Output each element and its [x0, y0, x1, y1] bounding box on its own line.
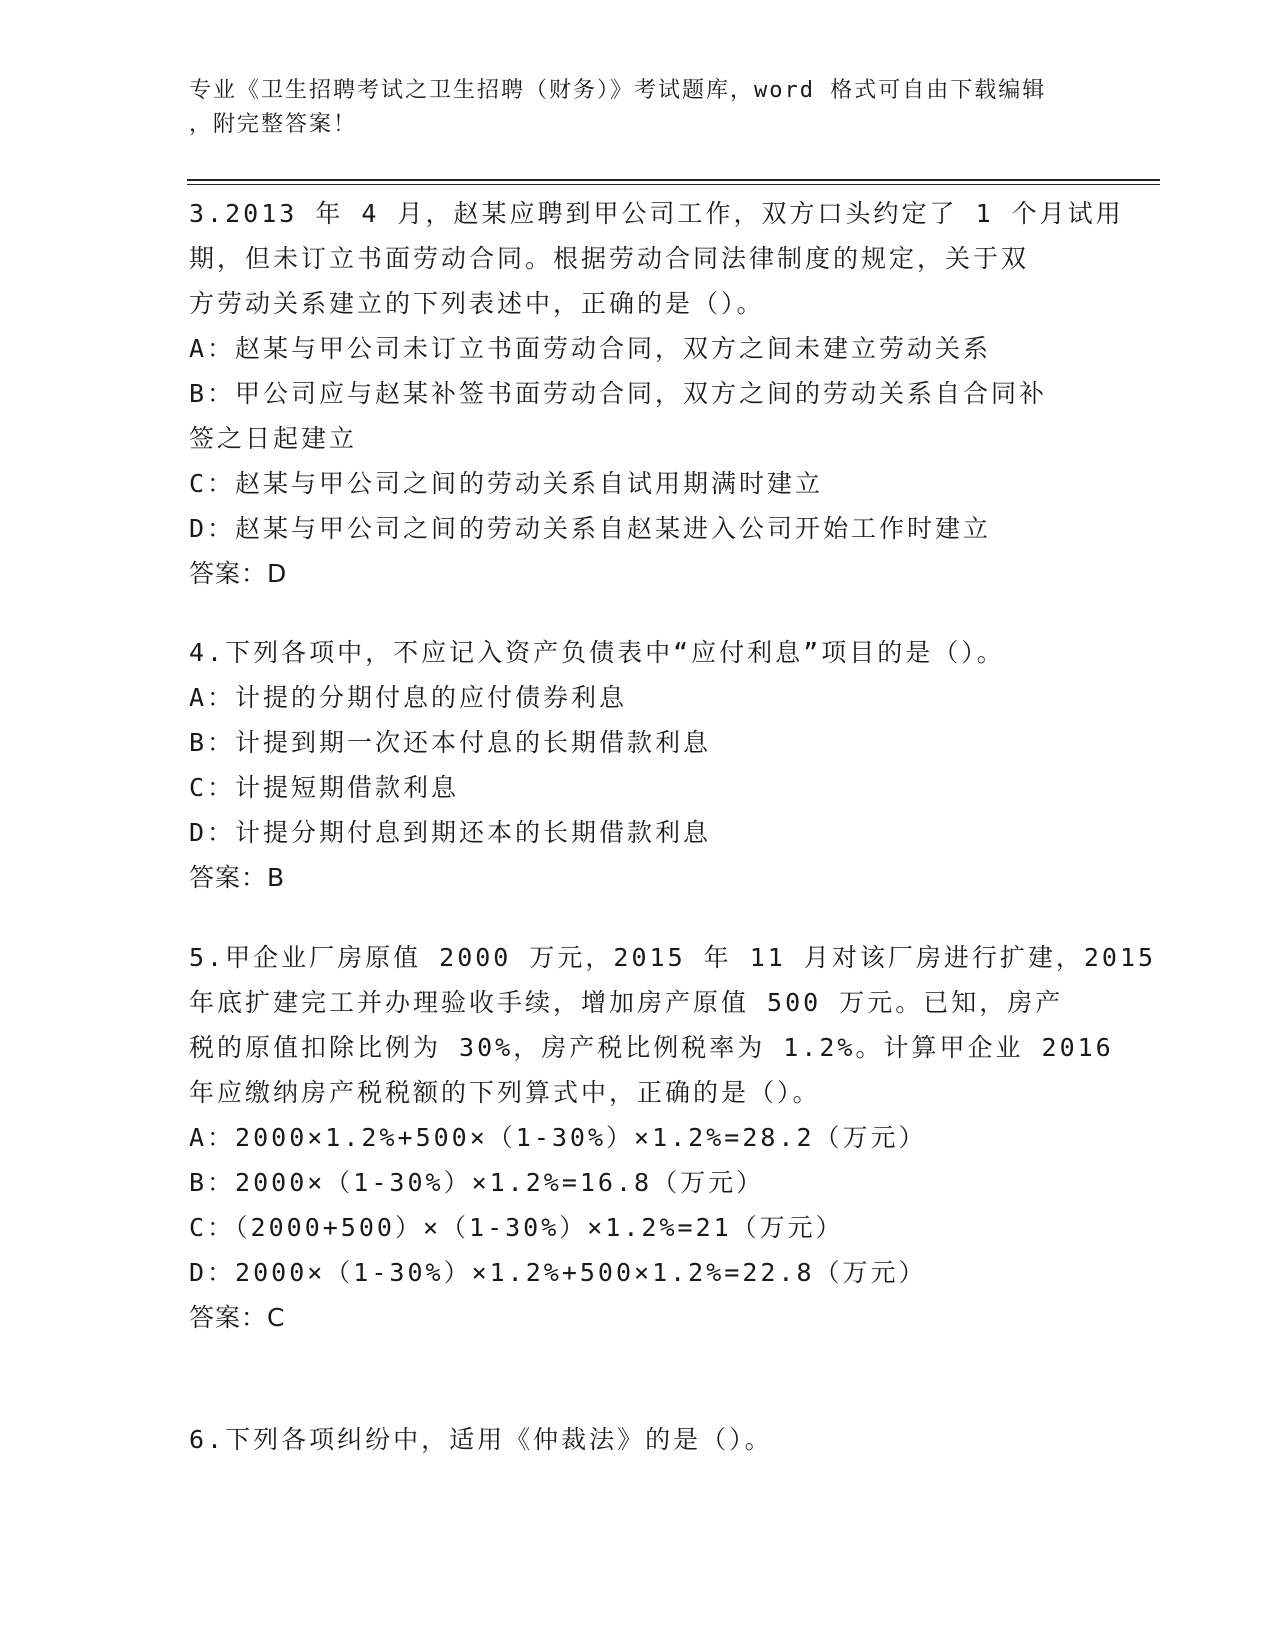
question-stem-line: 3.2013 年 4 月，赵某应聘到甲公司工作，双方口头约定了 1 个月试用	[189, 199, 1124, 228]
option-c: C：计提短期借款利息	[189, 773, 460, 802]
header-divider-thin	[187, 184, 1160, 185]
option-b-continued: 签之日起建立	[189, 424, 358, 453]
answer: 答案：D	[189, 559, 288, 588]
answer: 答案：B	[189, 863, 286, 892]
option-d: D：2000×（1-30%）×1.2%+500×1.2%=22.8（万元）	[189, 1258, 927, 1287]
option-b: B：计提到期一次还本付息的长期借款利息	[189, 728, 712, 757]
option-c: C：（2000+500）×（1-30%）×1.2%=21（万元）	[189, 1213, 844, 1242]
question-6	[189, 1417, 1089, 1462]
question-3	[189, 191, 1124, 596]
option-c: C：赵某与甲公司之间的劳动关系自试用期满时建立	[189, 469, 824, 498]
option-a: A：计提的分期付息的应付债券利息	[189, 683, 628, 712]
option-a: A：赵某与甲公司未订立书面劳动合同，双方之间未建立劳动关系	[189, 334, 992, 363]
option-b: B：2000×（1-30%）×1.2%=16.8（万元）	[189, 1168, 765, 1197]
option-d: D：赵某与甲公司之间的劳动关系自赵某进入公司开始工作时建立	[189, 514, 992, 543]
question-stem-line: 5.甲企业厂房原值 2000 万元，2015 年 11 月对该厂房进行扩建，2015	[189, 943, 1157, 972]
header-divider-thick	[187, 179, 1160, 181]
question-stem-line: 4.下列各项中，不应记入资产负债表中“应付利息”项目的是（）。	[189, 638, 1005, 667]
question-stem-line: 税的原值扣除比例为 30%，房产税比例税率为 1.2%。计算甲企业 2016	[189, 1033, 1114, 1062]
answer: 答案：C	[189, 1303, 286, 1332]
option-d: D：计提分期付息到期还本的长期借款利息	[189, 818, 712, 847]
header-line-1: 专业《卫生招聘考试之卫生招聘（财务）》考试题库，word 格式可自由下载编辑	[189, 78, 1047, 103]
question-stem-line: 年底扩建完工并办理验收手续，增加房产原值 500 万元。已知，房产	[189, 988, 1064, 1017]
document-header	[189, 74, 1089, 142]
question-4	[189, 630, 1089, 900]
question-stem-line: 期，但未订立书面劳动合同。根据劳动合同法律制度的规定，关于双	[189, 244, 1030, 273]
header-line-2: ，附完整答案！	[189, 112, 358, 137]
question-stem-line: 方劳动关系建立的下列表述中，正确的是（）。	[189, 289, 765, 318]
option-a: A：2000×1.2%+500×（1-30%）×1.2%=28.2（万元）	[189, 1123, 927, 1152]
question-5	[189, 935, 1157, 1340]
option-b: B：甲公司应与赵某补签书面劳动合同，双方之间的劳动关系自合同补	[189, 379, 1048, 408]
question-stem-line: 6.下列各项纠纷中，适用《仲裁法》的是（）。	[189, 1425, 773, 1454]
question-stem-line: 年应缴纳房产税税额的下列算式中，正确的是（）。	[189, 1078, 821, 1107]
